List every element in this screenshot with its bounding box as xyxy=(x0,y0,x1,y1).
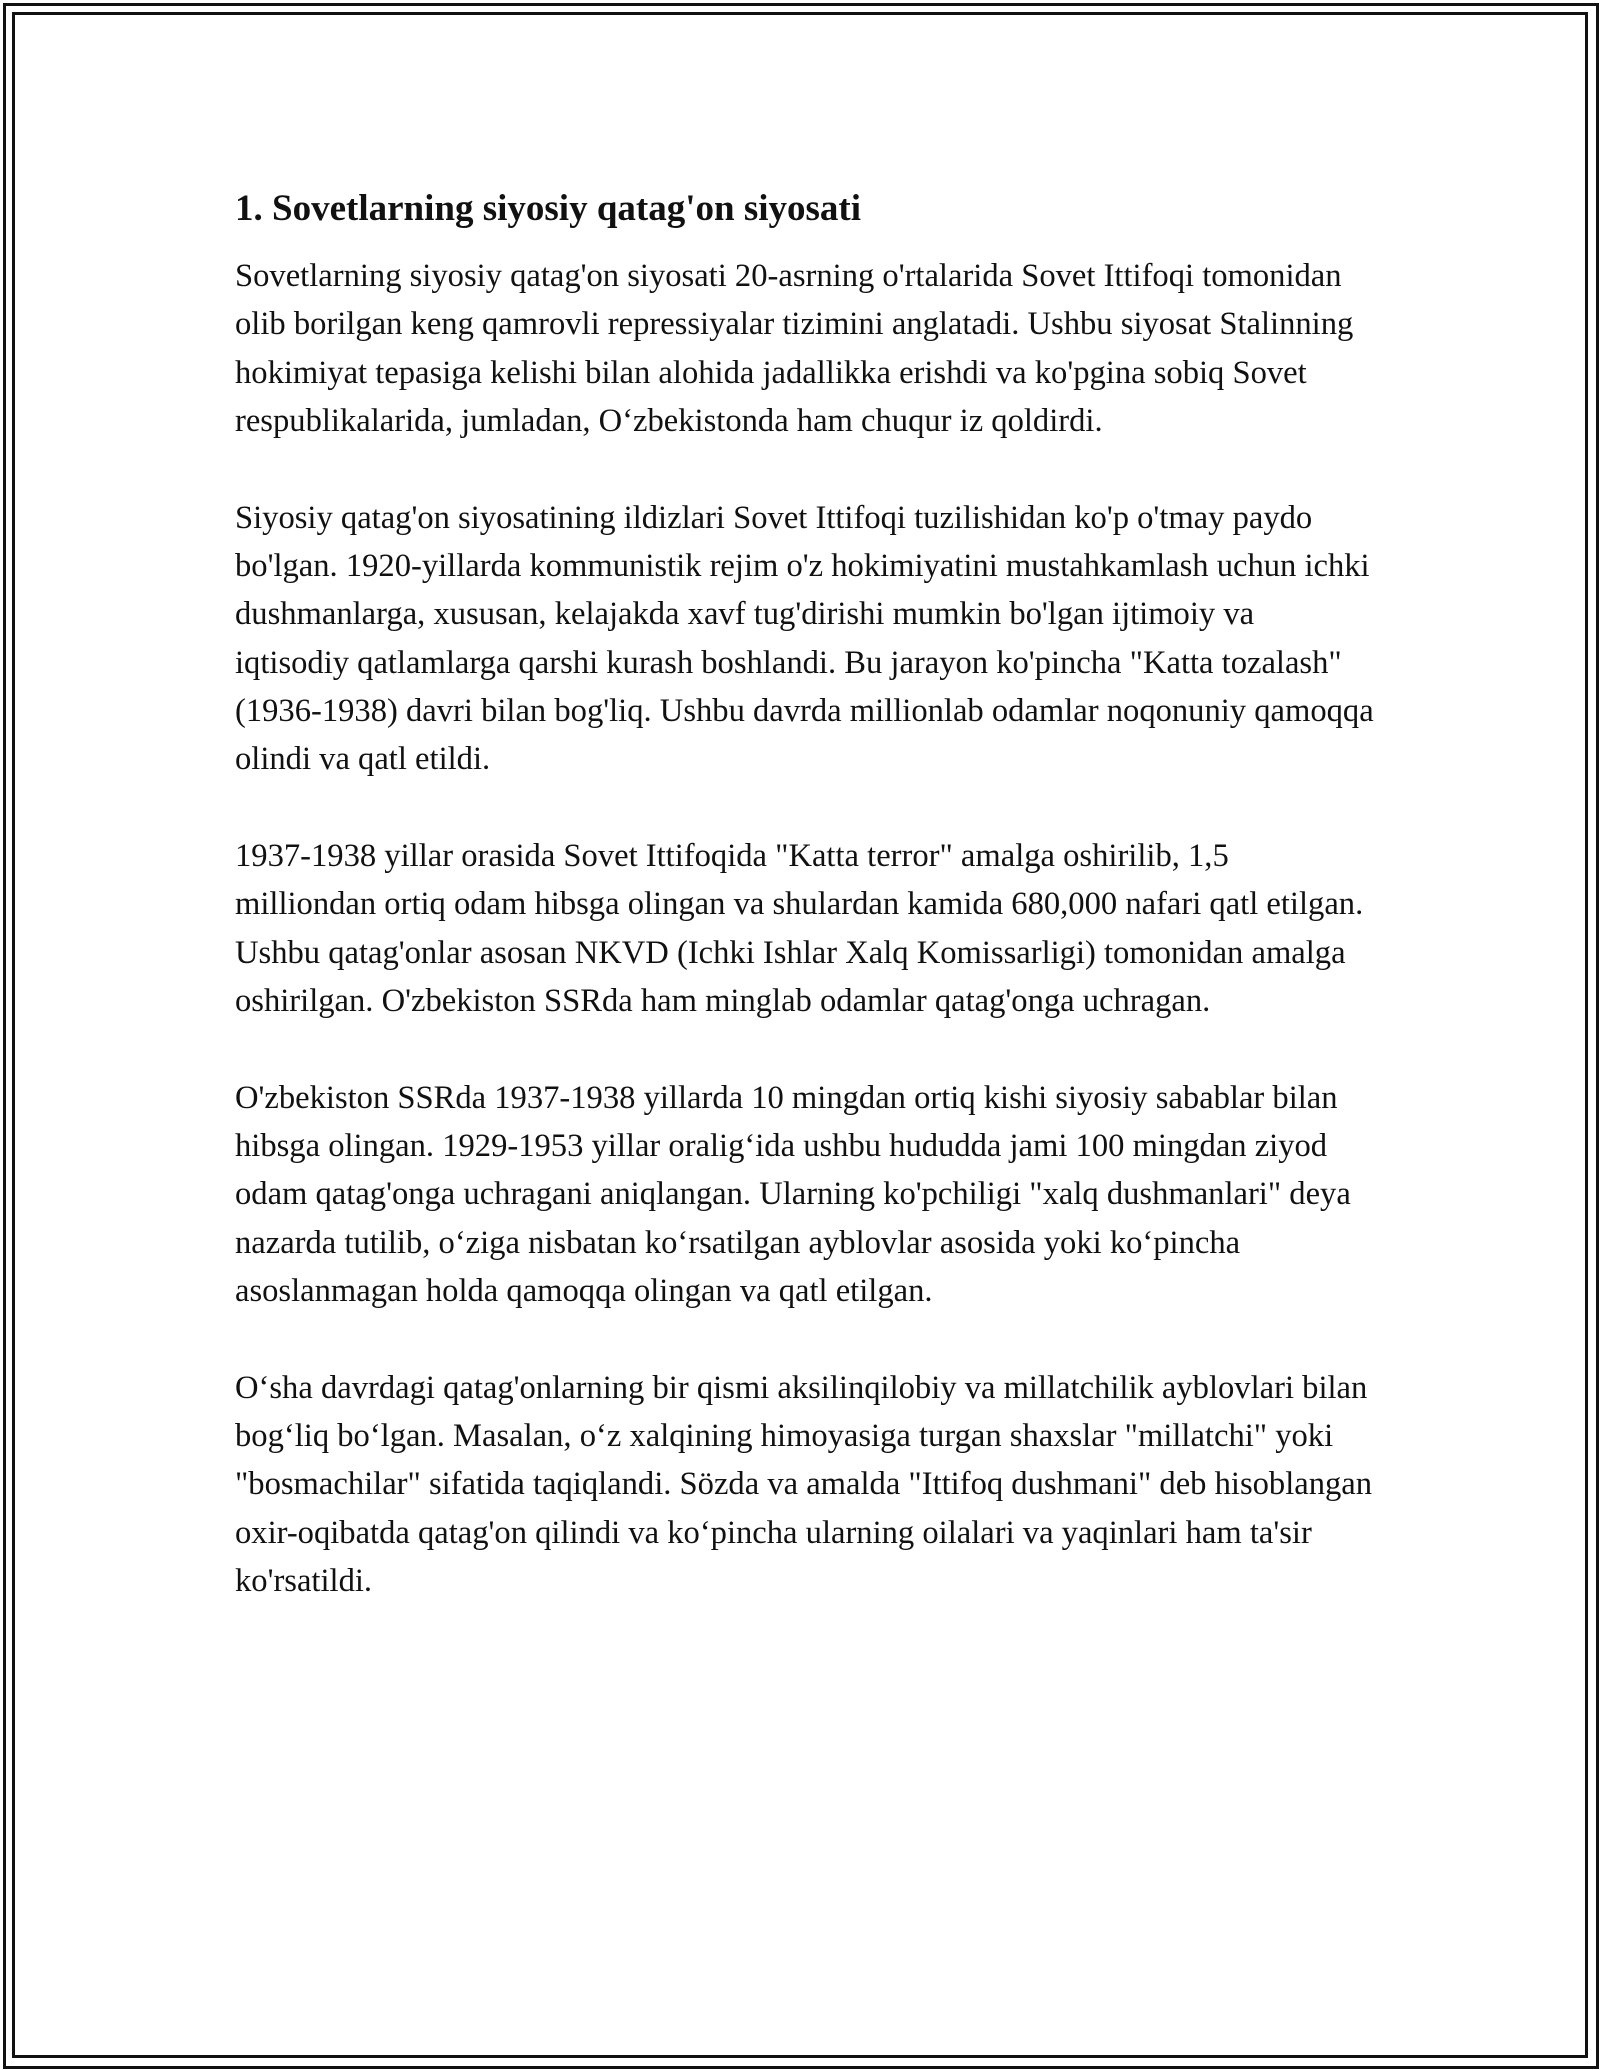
paragraph-4: O'zbekiston SSRda 1937-1938 yillarda 10 mingdan ortiq kishi siyosiy sabablar bilan hibsga olingan. 1929-1953 yillar oralig‘ida ushbu hududda jami 100 mingdan ziyod odam qatag'onga uchragani aniqlangan. Ularning ko'pchiligi "xalq dushmanlari" deya nazarda tutilib, o‘ziga nisbatan ko‘rsatilgan ayblovlar asosida yoki ko‘pincha asoslanmagan holda qamoqqa olingan va qatl etilgan. xyxy=(235,1079,1351,1309)
paragraph-5: O‘sha davrdagi qatag'onlarning bir qismi aksilinqilobiy va millatchilik ayblovlari bilan bog‘liq bo‘lgan. Masalan, o‘z xalqining himoyasiga turgan shaxslar "millatchi" yoki "bosmachilar" sifatida taqiqlandi. Sözda va amalda "Ittifoq dushmani" deb hisoblangan oxir-oqibatda qatag'on qilindi va ko‘pincha ularning oilalari va yaqinlari ham ta'sir ko'rsatildi. xyxy=(235,1369,1373,1599)
paragraph-3: 1937-1938 yillar orasida Sovet Ittifoqida "Katta terror" amalga oshirilib, 1,5 milliondan ortiq odam hibsga olingan va shulardan kamida 680,000 nafari qatl etilgan. Ushbu qatag'onlar asosan NKVD (Ichki Ishlar Xalq Komissarligi) tomonidan amalga oshirilgan. O'zbekiston SSRda ham minglab odamlar qatag'onga uchragan. xyxy=(235,837,1364,1019)
section-heading: 1. Sovetlarning siyosiy qatag'on siyosati xyxy=(235,188,862,229)
paragraph-2: Siyosiy qatag'on siyosatining ildizlari Sovet Ittifoqi tuzilishidan ko'p o'tmay paydo bo'lgan. 1920-yillarda kommunistik rejim o'z hokimiyatini mustahkamlash uchun ichki dushmanlarga, xususan, kelajakda xavf tug'dirishi mumkin bo'lgan ijtimoiy va iqtisodiy qatlamlarga qarshi kurash boshlandi. Bu jarayon ko'pincha "Katta tozalash" (1936-1938) davri bilan bog'liq. Ushbu davrda millionlab odamlar noqonuniy qamoqqa olindi va qatl etildi. xyxy=(235,499,1374,778)
document-body xyxy=(235,186,1375,1654)
paragraph-1: Sovetlarning siyosiy qatag'on siyosati 20-asrning o'rtalarida Sovet Ittifoqi tomonidan olib borilgan keng qamrovli repressiyalar tizimini anglatadi. Ushbu siyosat Stalinning hokimiyat tepasiga kelishi bilan alohida jadallikka erishdi va ko'pgina sobiq Sovet respublikalarida, jumladan, O‘zbekistonda ham chuqur iz qoldirdi. xyxy=(235,258,1354,439)
